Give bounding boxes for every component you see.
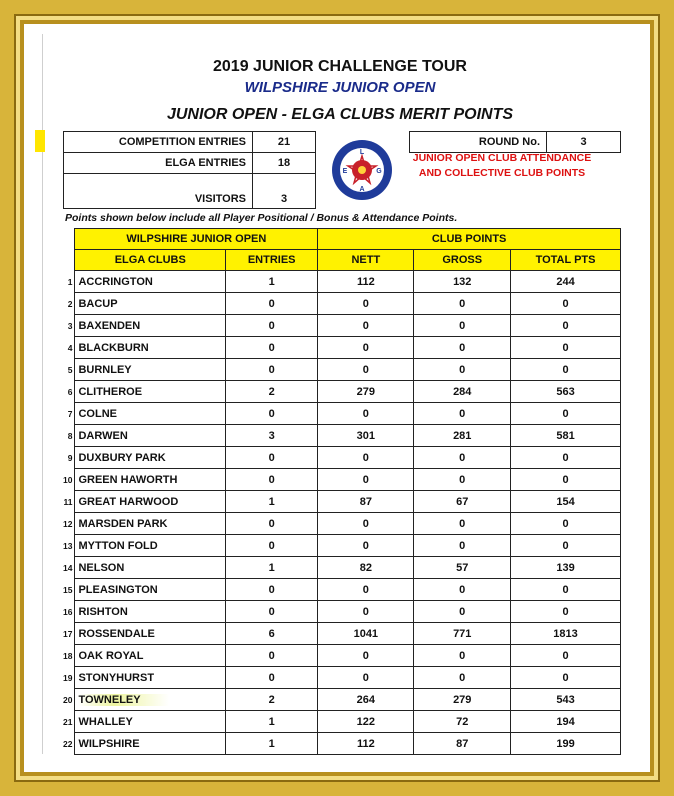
- logo-letter-l: L: [359, 149, 365, 156]
- total-cell: 0: [511, 513, 621, 535]
- club-points-note: JUNIOR OPEN CLUB ATTENDANCE AND COLLECTIVE CLUB POINTS: [412, 152, 592, 179]
- club-name: BLACKBURN: [75, 337, 226, 359]
- nett-cell: 264: [318, 689, 414, 711]
- total-cell: 0: [511, 293, 621, 315]
- info-panel: [63, 131, 621, 209]
- table-row: [63, 293, 621, 315]
- group-header-row: [63, 229, 621, 250]
- table-row: [63, 271, 621, 293]
- visitors-label: VISITORS: [63, 173, 253, 209]
- total-cell: 154: [511, 491, 621, 513]
- row-number: 16: [63, 606, 73, 617]
- entries-cell: 0: [226, 359, 318, 381]
- table-row: [63, 711, 621, 733]
- section-heading: JUNIOR OPEN - ELGA CLUBS MERIT POINTS: [166, 106, 514, 123]
- nett-cell: 279: [318, 381, 414, 403]
- total-cell: 0: [511, 645, 621, 667]
- entries-cell: 1: [226, 557, 318, 579]
- entries-cell: 0: [226, 667, 318, 689]
- gross-cell: 0: [414, 469, 511, 491]
- nett-cell: 0: [318, 403, 414, 425]
- nett-cell: 0: [318, 359, 414, 381]
- entries-cell: 3: [226, 425, 318, 447]
- club-name: COLNE: [75, 403, 226, 425]
- row-number: 12: [63, 518, 73, 529]
- club-name: DUXBURY PARK: [75, 447, 226, 469]
- entries-cell: 0: [226, 513, 318, 535]
- total-cell: 563: [511, 381, 621, 403]
- gross-cell: 67: [414, 491, 511, 513]
- table-row: [63, 381, 621, 403]
- highlighter-mark: TOWNELEY: [78, 694, 168, 706]
- round-value: 3: [546, 131, 621, 153]
- club-name: NELSON: [75, 557, 226, 579]
- gross-cell: 0: [414, 337, 511, 359]
- gross-cell: 0: [414, 535, 511, 557]
- elga-entries-value: 18: [252, 152, 316, 174]
- club-name: ACCRINGTON: [75, 271, 226, 293]
- gross-cell: 72: [414, 711, 511, 733]
- gross-cell: 771: [414, 623, 511, 645]
- gross-cell: 0: [414, 667, 511, 689]
- nett-cell: 0: [318, 579, 414, 601]
- row-number: 6: [67, 386, 73, 397]
- nett-cell: 0: [318, 645, 414, 667]
- highlight-mark: [35, 130, 45, 152]
- club-name: OAK ROYAL: [75, 645, 226, 667]
- row-number: 22: [63, 738, 73, 749]
- table-row: [63, 557, 621, 579]
- row-number: 2: [67, 298, 73, 309]
- club-name: BACUP: [75, 293, 226, 315]
- total-cell: 0: [511, 469, 621, 491]
- gross-cell: 0: [414, 293, 511, 315]
- club-name: [75, 689, 226, 711]
- row-number: 4: [67, 342, 73, 353]
- elga-logo: [321, 131, 403, 209]
- table-row: [63, 733, 621, 755]
- gross-cell: 0: [414, 513, 511, 535]
- gross-cell: 0: [414, 403, 511, 425]
- total-cell: 1813: [511, 623, 621, 645]
- club-name: STONYHURST: [75, 667, 226, 689]
- entries-cell: 0: [226, 337, 318, 359]
- club-name: DARWEN: [75, 425, 226, 447]
- table-row: [63, 645, 621, 667]
- total-cell: 199: [511, 733, 621, 755]
- entries-cell: 1: [226, 711, 318, 733]
- nett-cell: 0: [318, 315, 414, 337]
- total-cell: 0: [511, 447, 621, 469]
- club-name: BAXENDEN: [75, 315, 226, 337]
- club-name: MARSDEN PARK: [75, 513, 226, 535]
- row-number: 13: [63, 540, 73, 551]
- gross-cell: 281: [414, 425, 511, 447]
- table-row: [63, 623, 621, 645]
- club-name: MYTTON FOLD: [75, 535, 226, 557]
- elga-logo-icon: [330, 138, 394, 202]
- table-row: [63, 689, 621, 711]
- competition-entries-label: COMPETITION ENTRIES: [63, 131, 253, 153]
- total-cell: 543: [511, 689, 621, 711]
- entries-cell: 1: [226, 271, 318, 293]
- row-number: 20: [63, 694, 73, 705]
- table-row: [63, 667, 621, 689]
- nett-cell: 0: [318, 667, 414, 689]
- row-number: 8: [67, 430, 73, 441]
- nett-cell: 301: [318, 425, 414, 447]
- total-cell: 0: [511, 359, 621, 381]
- nett-cell: 0: [318, 513, 414, 535]
- nett-cell: 82: [318, 557, 414, 579]
- visitors-value: 3: [252, 173, 316, 209]
- row-number: 7: [67, 408, 73, 419]
- total-cell: 0: [511, 315, 621, 337]
- entries-cell: 0: [226, 645, 318, 667]
- total-cell: 0: [511, 337, 621, 359]
- entries-cell: 0: [226, 293, 318, 315]
- col-header-gross: GROSS: [414, 250, 511, 271]
- document-page: [42, 34, 637, 754]
- nett-cell: 0: [318, 469, 414, 491]
- club-name: WILPSHIRE: [75, 733, 226, 755]
- nett-cell: 112: [318, 733, 414, 755]
- entries-cell: 0: [226, 447, 318, 469]
- logo-letter-g: G: [376, 168, 382, 175]
- entries-cell: 0: [226, 403, 318, 425]
- entries-cell: 0: [226, 535, 318, 557]
- row-number: 19: [63, 672, 73, 683]
- nett-cell: 122: [318, 711, 414, 733]
- gross-cell: 87: [414, 733, 511, 755]
- entries-cell: 0: [226, 315, 318, 337]
- table-row: [63, 579, 621, 601]
- competition-entries-value: 21: [252, 131, 316, 153]
- row-number: 1: [67, 276, 73, 287]
- logo-letter-a: A: [359, 186, 365, 193]
- entries-cell: 2: [226, 381, 318, 403]
- group-left-header: WILPSHIRE JUNIOR OPEN: [75, 229, 318, 250]
- page-title: 2019 JUNIOR CHALLENGE TOUR: [213, 58, 467, 75]
- table-row: [63, 315, 621, 337]
- table-row: [63, 425, 621, 447]
- club-name: WHALLEY: [75, 711, 226, 733]
- total-cell: 0: [511, 667, 621, 689]
- row-number: 10: [63, 474, 73, 485]
- entries-cell: 0: [226, 469, 318, 491]
- nett-cell: 0: [318, 337, 414, 359]
- col-header-clubs: ELGA CLUBS: [75, 250, 226, 271]
- entries-cell: 2: [226, 689, 318, 711]
- total-cell: 244: [511, 271, 621, 293]
- row-number: 14: [63, 562, 73, 573]
- total-cell: 139: [511, 557, 621, 579]
- table-row: [63, 469, 621, 491]
- gross-cell: 57: [414, 557, 511, 579]
- total-cell: 194: [511, 711, 621, 733]
- table-row: [63, 535, 621, 557]
- col-header-total: TOTAL PTS: [511, 250, 621, 271]
- gross-cell: 0: [414, 579, 511, 601]
- row-number: 15: [63, 584, 73, 595]
- gross-cell: 0: [414, 601, 511, 623]
- table-row: [63, 337, 621, 359]
- table-row: [63, 491, 621, 513]
- nett-cell: 0: [318, 293, 414, 315]
- gross-cell: 0: [414, 315, 511, 337]
- total-cell: 0: [511, 601, 621, 623]
- total-cell: 581: [511, 425, 621, 447]
- club-name: RISHTON: [75, 601, 226, 623]
- table-row: [63, 601, 621, 623]
- column-header-row: [63, 250, 621, 271]
- club-name: GREAT HARWOOD: [75, 491, 226, 513]
- entries-cell: 0: [226, 579, 318, 601]
- points-note: Points shown below include all Player Positional / Bonus & Attendance Points.: [65, 212, 458, 224]
- total-cell: 0: [511, 535, 621, 557]
- col-header-entries: ENTRIES: [226, 250, 318, 271]
- gross-cell: 0: [414, 359, 511, 381]
- row-number: 21: [63, 716, 73, 727]
- col-header-nett: NETT: [318, 250, 414, 271]
- gross-cell: 284: [414, 381, 511, 403]
- nett-cell: 1041: [318, 623, 414, 645]
- row-number: 18: [63, 650, 73, 661]
- nett-cell: 0: [318, 447, 414, 469]
- entries-cell: 1: [226, 733, 318, 755]
- page-subtitle: WILPSHIRE JUNIOR OPEN: [244, 79, 436, 96]
- elga-entries-label: ELGA ENTRIES: [63, 152, 253, 174]
- nett-cell: 0: [318, 535, 414, 557]
- table-row: [63, 359, 621, 381]
- nett-cell: 112: [318, 271, 414, 293]
- merit-points-table: [63, 228, 621, 755]
- nett-cell: 87: [318, 491, 414, 513]
- row-number: 3: [67, 320, 73, 331]
- logo-letter-e: E: [342, 168, 348, 175]
- club-name: ROSSENDALE: [75, 623, 226, 645]
- entries-cell: 0: [226, 601, 318, 623]
- table-row: [63, 513, 621, 535]
- club-name: GREEN HAWORTH: [75, 469, 226, 491]
- total-cell: 0: [511, 579, 621, 601]
- gross-cell: 279: [414, 689, 511, 711]
- nett-cell: 0: [318, 601, 414, 623]
- club-name: BURNLEY: [75, 359, 226, 381]
- table-row: [63, 447, 621, 469]
- table-row: [63, 403, 621, 425]
- round-label: ROUND No.: [409, 131, 547, 153]
- row-number: 9: [67, 452, 73, 463]
- entries-cell: 1: [226, 491, 318, 513]
- club-name: CLITHEROE: [75, 381, 226, 403]
- club-name: PLEASINGTON: [75, 579, 226, 601]
- row-number: 5: [67, 364, 73, 375]
- row-number: 11: [63, 496, 73, 507]
- gross-cell: 0: [414, 645, 511, 667]
- row-number: 17: [63, 628, 73, 639]
- entries-cell: 6: [226, 623, 318, 645]
- group-right-header: CLUB POINTS: [318, 229, 621, 250]
- gross-cell: 132: [414, 271, 511, 293]
- total-cell: 0: [511, 403, 621, 425]
- gross-cell: 0: [414, 447, 511, 469]
